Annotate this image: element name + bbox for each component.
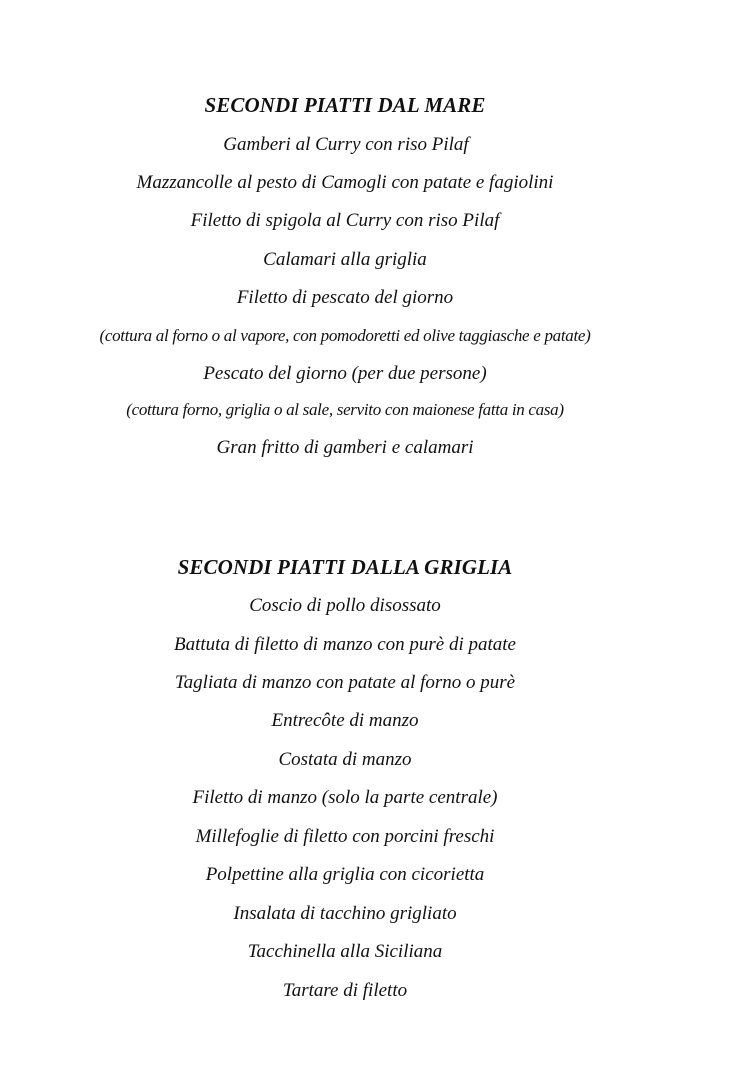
menu-item: Polpettine alla griglia con cicorietta (205, 864, 485, 885)
menu-item: Battuta di filetto di manzo con purè di patate (174, 634, 516, 655)
menu-item: Coscio di pollo disossato (249, 595, 441, 616)
menu-item: Pescato del giorno (per due persone) (203, 363, 487, 384)
menu-item: Tagliata di manzo con patate al forno o purè (174, 672, 516, 693)
menu-item-note: (cottura al forno o al vapore, con pomodoretti ed olive taggiasche e patate) (99, 326, 591, 345)
menu-item: Costata di manzo (278, 749, 412, 770)
menu-item: Filetto di spigola al Curry con riso Pilaf (190, 210, 500, 231)
menu-item: Mazzancolle al pesto di Camogli con patate e fagiolini (136, 172, 554, 193)
menu-item: Millefoglie di filetto con porcini freschi (195, 826, 495, 847)
menu-item: Insalata di tacchino grigliato (233, 903, 457, 924)
menu-item-note: (cottura forno, griglia o al sale, servito con maionese fatta in casa) (126, 400, 564, 419)
section-heading-grill: SECONDI PIATTI DALLA GRIGLIA (177, 555, 513, 579)
menu-item: Gran fritto di gamberi e calamari (216, 437, 474, 458)
menu-item: Entrecôte di manzo (271, 710, 419, 731)
menu-item: Tacchinella alla Siciliana (247, 941, 443, 962)
section-heading-sea: SECONDI PIATTI DAL MARE (204, 93, 486, 117)
menu-item: Calamari alla griglia (263, 249, 427, 270)
menu-item: Filetto di manzo (solo la parte centrale) (192, 787, 498, 808)
menu-item: Gamberi al Curry con riso Pilaf (223, 134, 469, 155)
menu-item: Filetto di pescato del giorno (236, 287, 454, 308)
menu-item: Tartare di filetto (282, 980, 408, 1001)
